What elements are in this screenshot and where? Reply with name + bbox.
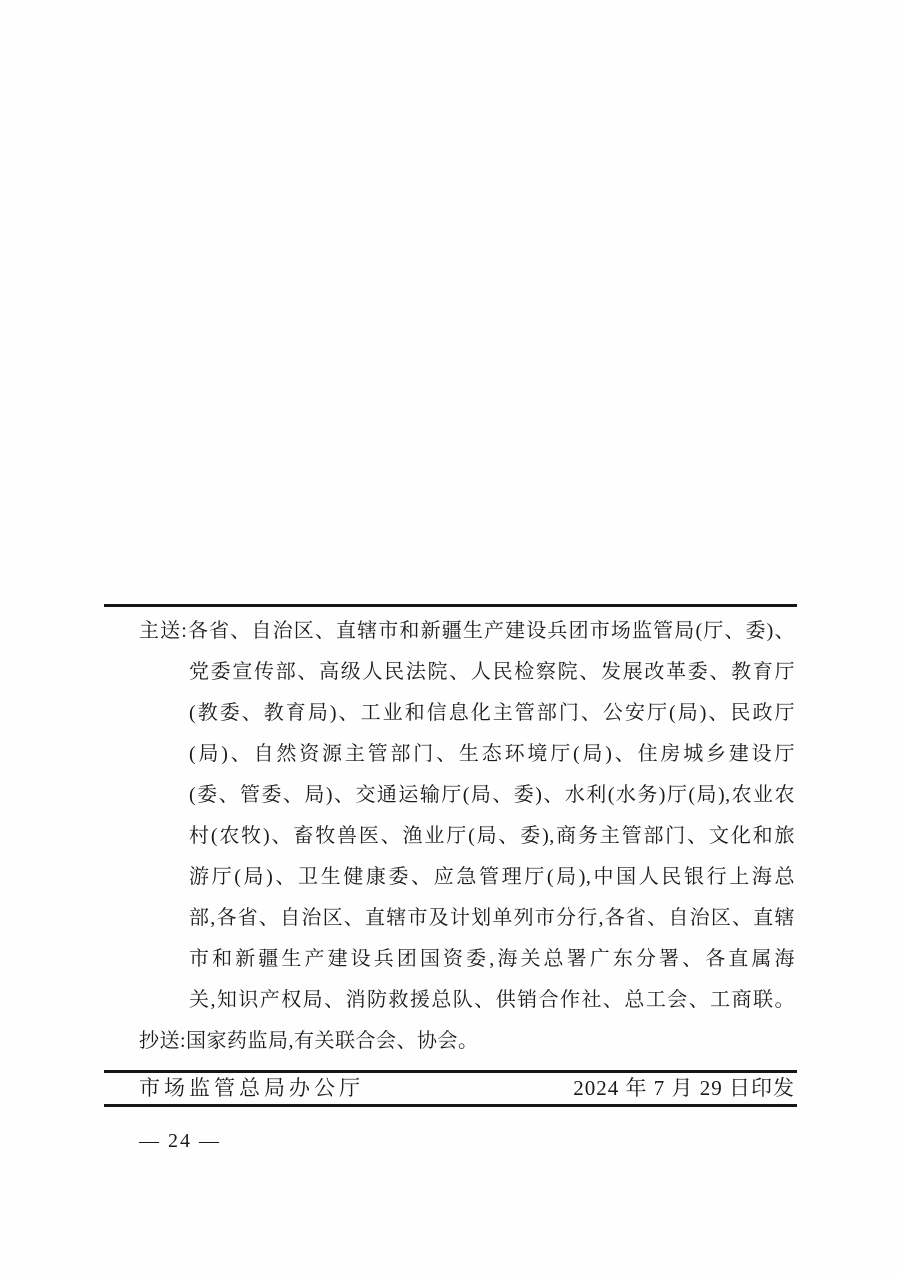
main-recipients-line: 游厅(局)、卫生健康委、应急管理厅(局),中国人民银行上海总: [189, 866, 795, 888]
main-recipients-line: 部,各省、自治区、直辖市及计划单列市分行,各省、自治区、直辖: [189, 907, 795, 929]
issuing-office: 市场监管总局办公厅: [139, 1076, 364, 1100]
main-recipients-line: (教委、教育局)、工业和信息化主管部门、公安厅(局)、民政厅: [189, 702, 795, 724]
copy-recipients-line: 抄送:国家药监局,有关联合会、协会。: [139, 1030, 479, 1052]
main-recipients-line: 主送:各省、自治区、直辖市和新疆生产建设兵团市场监管局(厅、委)、: [139, 620, 795, 642]
print-date: 2024 年 7 月 29 日印发: [573, 1076, 795, 1100]
main-recipients-line: 关,知识产权局、消防救援总队、供销合作社、总工会、工商联。: [189, 989, 795, 1011]
main-recipients-line: 市和新疆生产建设兵团国资委,海关总署广东分署、各直属海: [189, 948, 795, 970]
top-separator-rule: [104, 604, 797, 607]
main-recipients-line: (局)、自然资源主管部门、生态环境厅(局)、住房城乡建设厅: [189, 743, 795, 765]
main-recipients-line: 党委宣传部、高级人民法院、人民检察院、发展改革委、教育厅: [189, 661, 795, 683]
main-recipients-line: 村(农牧)、畜牧兽医、渔业厅(局、委),商务主管部门、文化和旅: [189, 825, 795, 847]
footer-rule-bottom: [104, 1104, 797, 1107]
page-number: — 24 —: [139, 1130, 221, 1152]
issuance-footer: [139, 1070, 795, 1104]
recipients-block: [139, 611, 795, 1062]
main-recipients-line: (委、管委、局)、交通运输厅(局、委)、水利(水务)厅(局),农业农: [189, 784, 795, 806]
